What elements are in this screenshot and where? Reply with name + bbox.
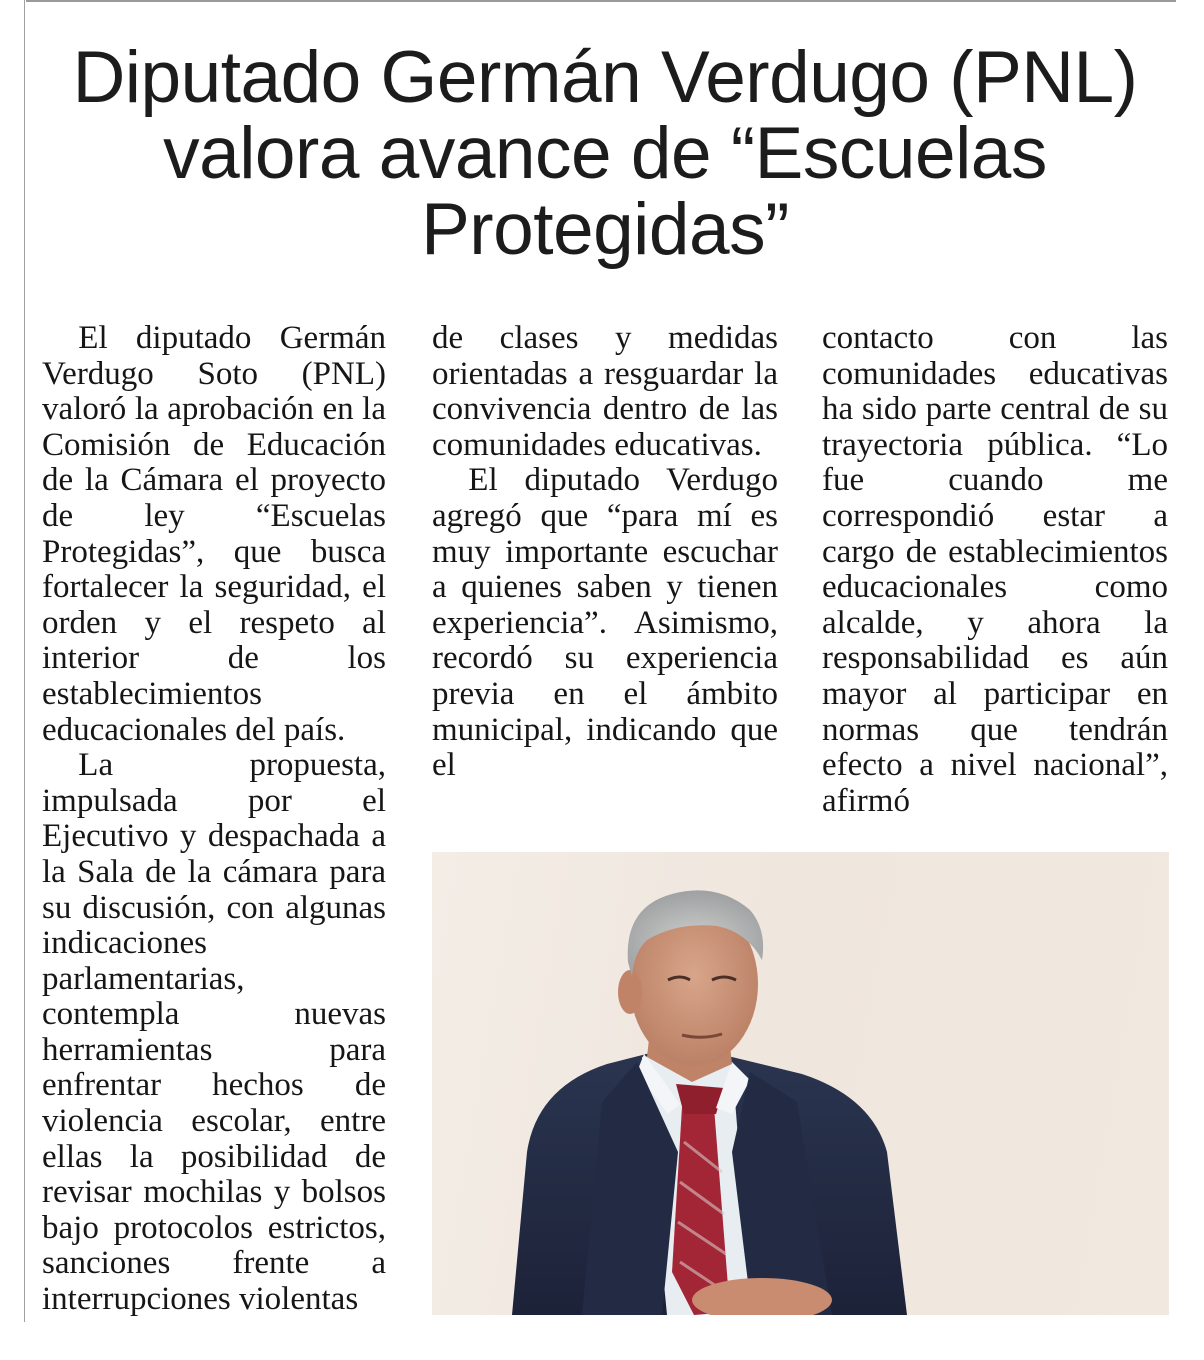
portrait-photo xyxy=(432,852,1169,1315)
column-2-paragraph-2: El diputado Verdugo agregó que “para mí es muy importante escuchar a quienes saben y tienen experiencia”. Asimismo, recordó su experiencia previa en el ámbito municipal, indicando que el xyxy=(432,462,778,784)
article-column-3 xyxy=(822,321,1168,819)
top-rule xyxy=(26,0,1176,2)
column-1-paragraph-1: El diputado Germán Verdugo Soto (PNL) valoró la aprobación en la Comisión de Educación de la Cámara el proyecto de ley “Escuelas Protegidas”, que busca fortalecer la seguridad, el orden y el respeto al interior de los establecimientos educacionales del país. xyxy=(42,320,386,748)
headline: Diputado Germán Verdugo (PNL) valora avance de “Escuelas Protegidas” xyxy=(72,37,1138,270)
column-3-paragraph-1: contacto con las comunidades educativas ha sido parte central de su trayectoria pública. “Lo fue cuando me correspondió estar a cargo de establecimientos educacionales como alcalde, y ahora la responsabilidad es aún mayor al participar en normas que tendrán efecto a nivel nacional”, afirmó xyxy=(822,320,1168,819)
article-column-1 xyxy=(42,321,386,1318)
left-column-rule xyxy=(24,0,25,1322)
column-2-paragraph-1: de clases y medidas orientadas a resguardar la convivencia dentro de las comunidades educativas. xyxy=(432,320,778,463)
portrait-illustration xyxy=(432,852,1169,1315)
column-1-paragraph-2: La propuesta, impulsada por el Ejecutivo y despachada a la Sala de la cámara para su discusión, con algunas indicaciones parlamentarias, contempla nuevas herramientas para enfrentar hechos de violencia escolar, entre ellas la posibilidad de revisar mochilas y bolsos bajo protocolos estrictos, sanciones frente a interrupciones violentas xyxy=(42,747,386,1318)
article-column-2 xyxy=(432,321,778,784)
